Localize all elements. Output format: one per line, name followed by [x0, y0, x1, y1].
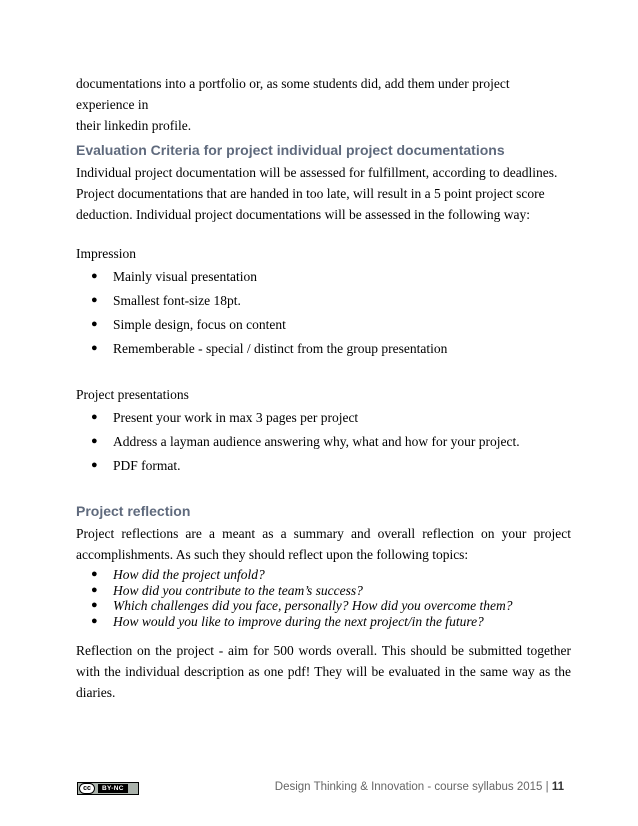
intro-line-2: their linkedin profile.	[76, 118, 192, 133]
list-item: ● How did you contribute to the team’s success?	[91, 582, 363, 598]
bullet-icon: ●	[91, 459, 98, 471]
bullet-icon: ●	[91, 599, 98, 611]
bullet-icon: ●	[91, 318, 98, 330]
cc-symbol: cc	[79, 783, 95, 794]
course-title: Design Thinking & Innovation - course syllabus 2015	[274, 781, 543, 793]
list-item: ● How would you like to improve during the next project/in the future?	[91, 613, 484, 629]
footer-separator: |	[545, 781, 549, 793]
list-item: ● Rememberable - special / distinct from the group presentation	[76, 338, 571, 362]
bullet-icon: ●	[91, 614, 98, 627]
list-item: ● Present your work in max 3 pages per project	[76, 407, 571, 431]
list-item: ● How did the project unfold?	[91, 567, 265, 582]
bullet-icon: ●	[91, 270, 98, 282]
reflection-heading: Project reflection	[76, 503, 191, 519]
bullet-icon: ●	[91, 411, 98, 423]
footer-caption	[275, 781, 564, 793]
list-item: ● Which challenges did you face, personally? How did you overcome them?	[91, 598, 513, 613]
bullet-icon: ●	[91, 583, 98, 596]
cc-license-badge-icon	[77, 782, 139, 795]
intro-line-1: documentations into a portfolio or, as some students did, add them under project experience in	[76, 76, 510, 112]
bullet-icon: ●	[91, 568, 98, 580]
list-item: ● Simple design, focus on content	[76, 314, 571, 338]
bullet-icon: ●	[91, 435, 98, 447]
list-item: ● PDF format.	[76, 455, 571, 479]
impression-label: Impression	[76, 246, 136, 261]
bullet-icon: ●	[91, 342, 98, 354]
intro-paragraph	[76, 73, 571, 136]
cc-license-type: BY-NC	[98, 784, 128, 793]
page-number: 11	[551, 781, 564, 793]
list-item: ● Smallest font-size 18pt.	[76, 290, 571, 314]
evaluation-heading: Evaluation Criteria for project individual project documentations	[76, 142, 505, 158]
bullet-icon: ●	[91, 294, 98, 306]
reflection-topics-list	[76, 567, 571, 629]
page-footer	[0, 781, 638, 797]
evaluation-body: Individual project documentation will be assessed for fulfillment, according to deadlines. Project documentations that are handed in too late, will result in a 5 point project score deduction. Individual project documentations will be assessed in the following way:	[76, 165, 558, 222]
impression-list	[76, 266, 571, 362]
reflection-closing: Reflection on the project - aim for 500 words overall. This should be submitted together with the individual description as one pdf! They will be evaluated in the same way as the diaries.	[76, 643, 571, 700]
presentations-list	[76, 407, 571, 479]
reflection-body: Project reflections are a meant as a summary and overall reflection on your project accomplishments. As such they should reflect upon the following topics:	[76, 526, 571, 562]
list-item: ● Mainly visual presentation	[76, 266, 571, 290]
list-item: ● Address a layman audience answering why, what and how for your project.	[76, 431, 571, 455]
presentations-label: Project presentations	[76, 387, 189, 402]
